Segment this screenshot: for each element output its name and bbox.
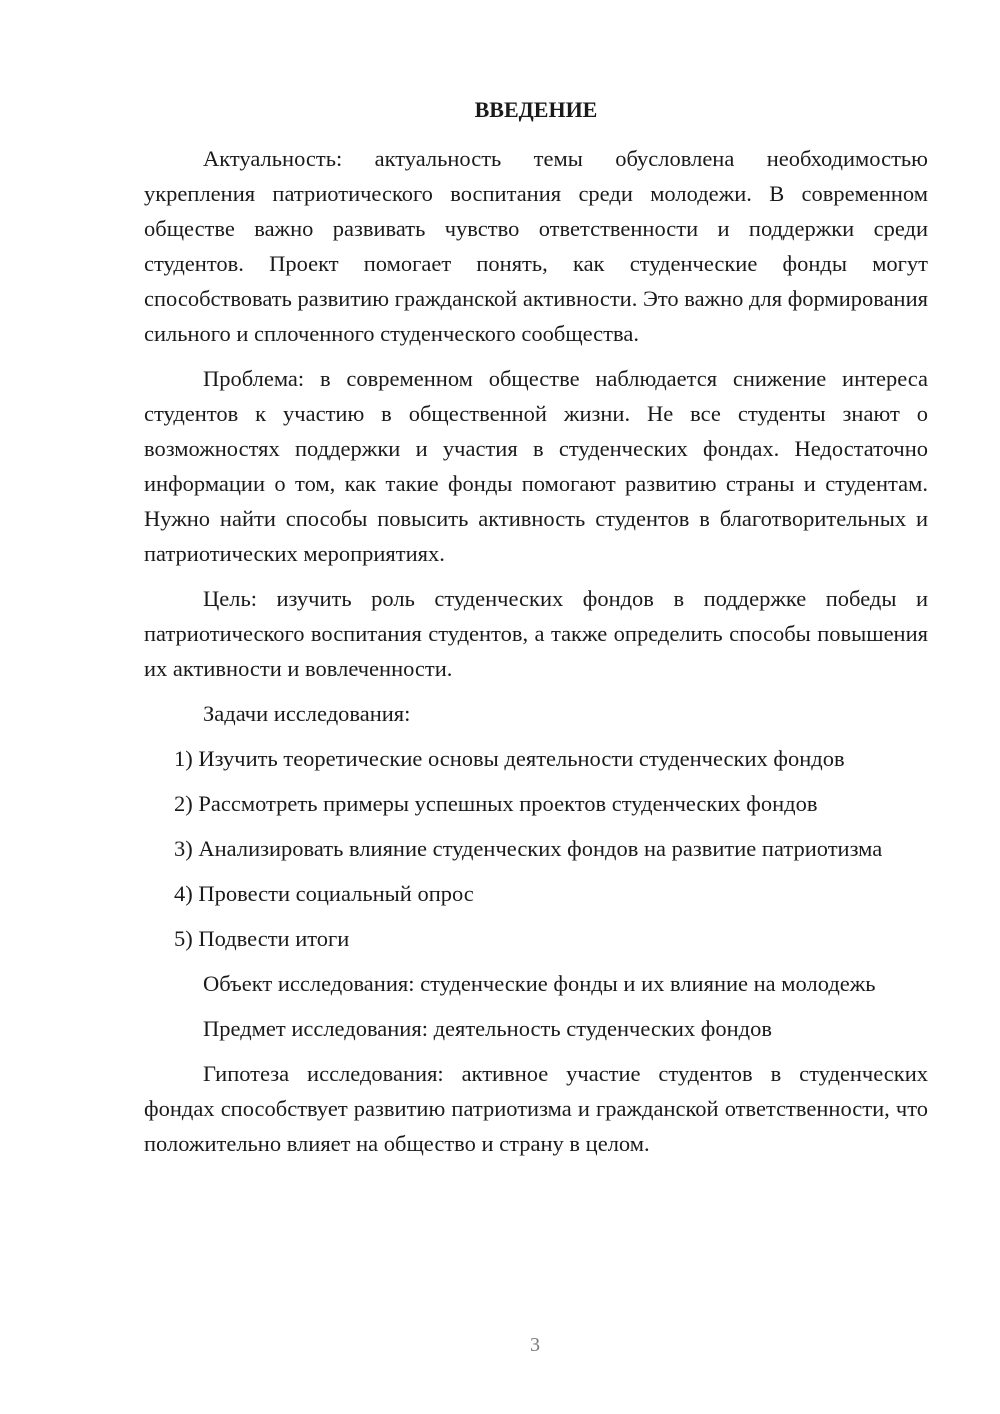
tasks-heading: Задачи исследования: <box>203 701 411 726</box>
task-item: 3) Анализировать влияние студенческих фондов на развитие патриотизма <box>174 836 883 861</box>
research-subject-paragraph: Предмет исследования: деятельность студенческих фондов <box>203 1016 772 1041</box>
problem-paragraph: Проблема: в современном обществе наблюдается снижение интереса студентов к участию в общественной жизни. Не все студенты знают о возможностях поддержки и участия в студенческих фондах. Недостаточно информации о том, как такие фонды помогают развитию страны и студентам. Нужно найти способы повысить активность студентов в благотворительных и патриотических мероприятиях. <box>144 366 928 566</box>
task-item: 5) Подвести итоги <box>174 926 350 951</box>
task-item: 4) Провести социальный опрос <box>174 881 474 906</box>
task-item: 1) Изучить теоретические основы деятельности студенческих фондов <box>174 746 845 771</box>
task-item: 2) Рассмотреть примеры успешных проектов студенческих фондов <box>174 791 818 816</box>
page-number: 3 <box>530 1334 540 1356</box>
research-object-paragraph: Объект исследования: студенческие фонды и их влияние на молодежь <box>203 971 876 996</box>
document-page <box>144 92 928 1171</box>
document-title: ВВЕДЕНИЕ <box>474 97 598 122</box>
goal-paragraph: Цель: изучить роль студенческих фондов в поддержке победы и патриотического воспитания студентов, а также определить способы повышения их активности и вовлеченности. <box>144 586 928 681</box>
hypothesis-paragraph: Гипотеза исследования: активное участие студентов в студенческих фондах способствует развитию патриотизма и гражданской ответственности, что положительно влияет на общество и страну в целом. <box>144 1061 928 1156</box>
relevance-paragraph: Актуальность: актуальность темы обусловлена необходимостью укрепления патриотического воспитания среди молодежи. В современном обществе важно развивать чувство ответственности и поддержки среди студентов. Проект помогает понять, как студенческие фонды могут способствовать развитию гражданской активности. Это важно для формирования сильного и сплоченного студенческого сообщества. <box>144 146 928 346</box>
